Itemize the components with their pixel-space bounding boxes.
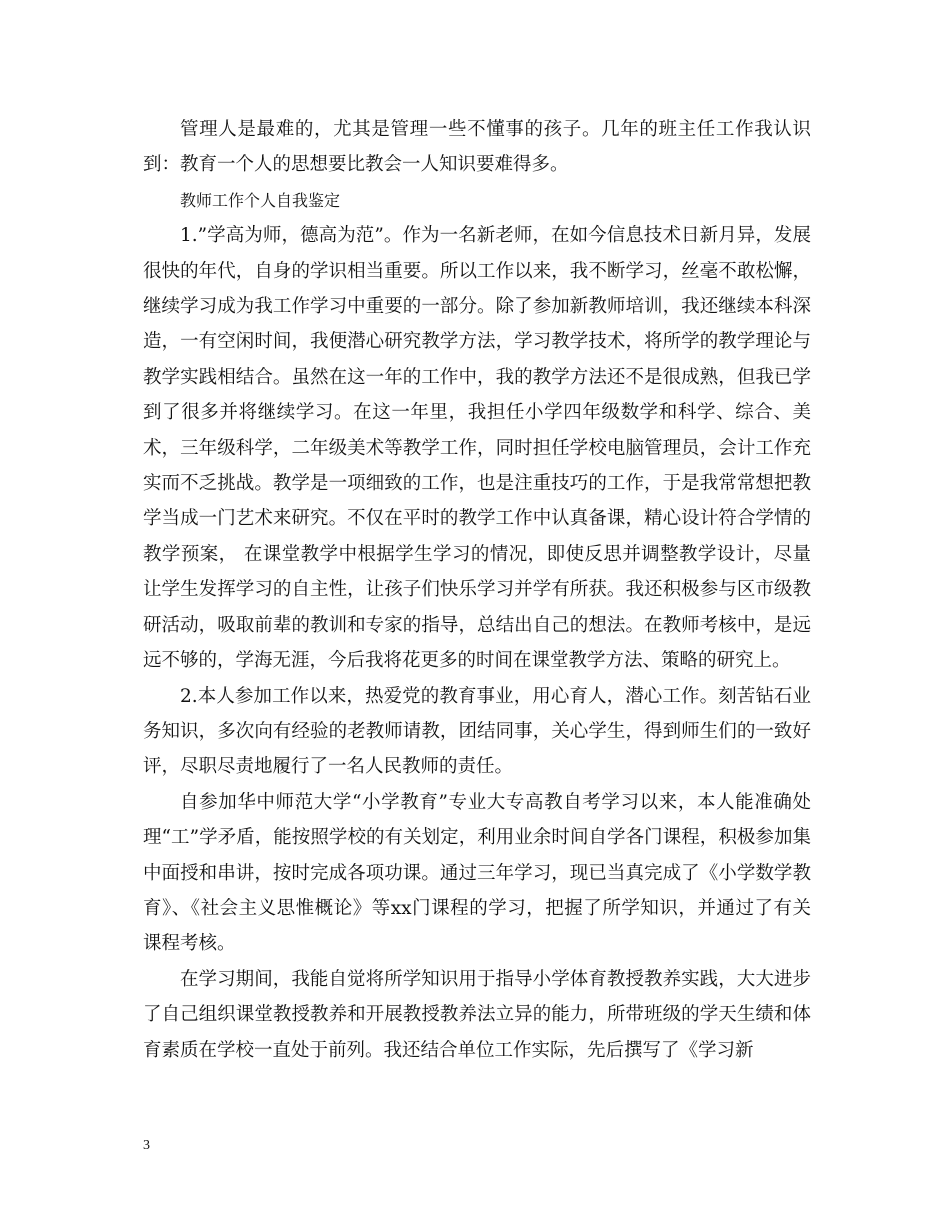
paragraph-self-study: 自参加华中师范大学“小学教育”专业大专高教自考学习以来，本人能准确处理“工”学矛盾，能按照学校的有关划定，利用业余时间自学各门课程，积极参加集中面授和串讲，按时完成各项功课。通过三年学习，现已当真完成了《小学数学教育》、《社会主义思惟概论》等xx门课程的学习，把握了所学知识，并通过了有关课程考核。 [143, 791, 811, 955]
section-heading: 教师工作个人自我鉴定 [180, 190, 341, 210]
paragraph-intro: 管理人是最难的，尤其是管理一些不懂事的孩子。几年的班主任工作我认识到：教育一个人的思想要比教会一人知识要难得多。 [143, 119, 811, 176]
document-body [143, 112, 811, 1068]
paragraph-point-2: 2.本人参加工作以来，热爱党的教育事业，用心育人，潜心工作。刻苦钻石业务知识，多次向有经验的老教师请教，团结同事，关心学生，得到师生们的一致好评，尽职尽责地履行了一名人民教师的责任。 [143, 685, 811, 778]
paragraph-study-period: 在学习期间，我能自觉将所学知识用于指导小学体育教授教养实践，大大进步了自己组织课堂教授教养和开展教授教养法立异的能力，所带班级的学天生绩和体育素质在学校一直处于前列。我还结合单位工作实际，先后撰写了《学习新 [143, 968, 811, 1061]
paragraph-point-1: 1.”学高为师，德高为范”。作为一名新老师，在如今信息技术日新月异，发展很快的年代，自身的学识相当重要。所以工作以来，我不断学习，丝毫不敢松懈，继续学习成为我工作学习中重要的一部分。除了参加新教师培训，我还继续本科深造，一有空闲时间，我便潜心研究教学方法，学习教学技术，将所学的教学理论与教学实践相结合。虽然在这一年的工作中，我的教学方法还不是很成熟，但我已学到了很多并将继续学习。在这一年里，我担任小学四年级数学和科学、综合、美术，三年级科学，二年级美术等教学工作，同时担任学校电脑管理员，会计工作充实而不乏挑战。教学是一项细致的工作，也是注重技巧的工作，于是我常常想把教学当成一门艺术来研究。不仅在平时的教学工作中认真备课，精心设计符合学情的教学预案， 在课堂教学中根据学生学习的情况，即使反思并调整教学设计，尽量让学生发挥学习的自主性，让孩子们快乐学习并学有所获。我还积极参与区市级教研活动，吸取前辈的教训和专家的指导，总结出自己的想法。在教师考核中，是远远不够的，学海无涯，今后我将花更多的时间在课堂教学方法、策略的研究上。 [143, 225, 811, 672]
page-number: 3 [143, 1138, 150, 1153]
